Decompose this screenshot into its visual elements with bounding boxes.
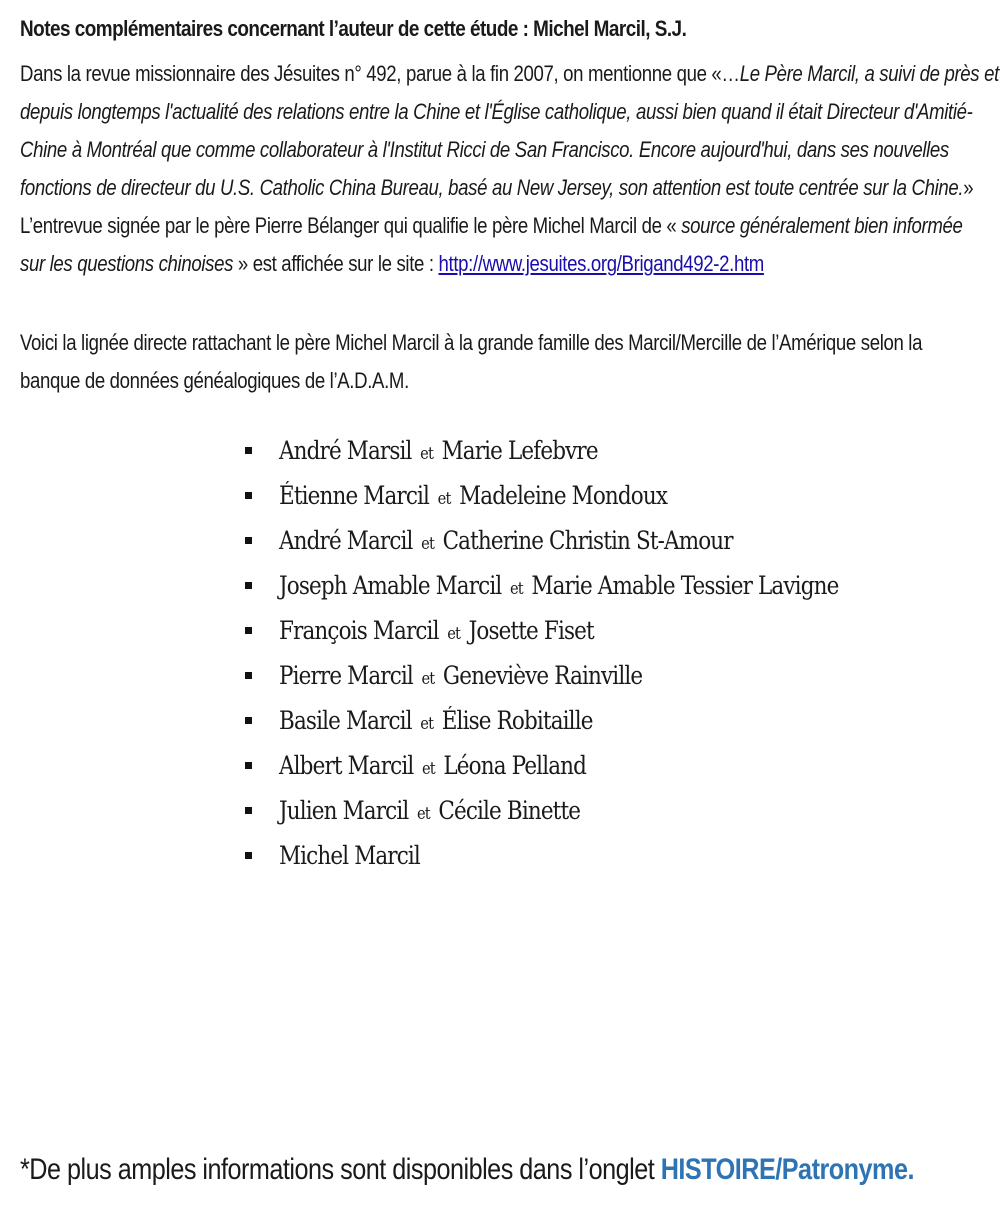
husband-name: André Marsil <box>279 436 412 465</box>
couple-names <box>279 481 667 510</box>
bullet-icon <box>245 807 252 814</box>
separator-text: et <box>437 489 451 509</box>
source-link[interactable]: http://www.jesuites.org/Brigand492-2.htm <box>438 251 764 276</box>
couple-names <box>279 436 598 465</box>
lineage-item <box>245 653 930 698</box>
separator-text: et <box>421 534 434 554</box>
couple-names <box>279 616 594 645</box>
lineage-item <box>245 743 930 788</box>
intro-text: L’entrevue signée par le père Pierre Bélanger qui qualifie le père Michel Marcil de « <box>20 213 682 238</box>
bullet-icon <box>245 627 252 634</box>
bullet-icon <box>245 582 252 589</box>
wife-name: Catherine Christin St-Amour <box>442 526 733 555</box>
wife-name: Cécile Binette <box>438 796 581 825</box>
wife-name: Geneviève Rainville <box>442 661 643 690</box>
husband-name: Albert Marcil <box>279 751 414 780</box>
lineage-item <box>245 788 930 833</box>
couple-names <box>279 706 593 735</box>
intro-line-2 <box>20 93 973 131</box>
husband-name: Basile Marcil <box>279 706 412 735</box>
quote-text: depuis longtemps l'actualité des relations entre la Chine et l'Église catholique, aussi bien quand il était Directeur d'Amitié- <box>20 99 973 124</box>
couple-names <box>279 661 642 690</box>
quote-text: Chine à Montréal que comme collaborateur à l'Institut Ricci de San Francisco. Encore aujourd'hui, dans ses nouvelles <box>20 137 949 162</box>
wife-name: Madeleine Mondoux <box>459 481 668 510</box>
quote-text: source généralement bien informée <box>681 213 963 238</box>
quote-text: Le Père Marcil, a suivi de près et <box>739 61 999 86</box>
husband-name: François Marcil <box>279 616 439 645</box>
intro-line-4 <box>20 169 974 207</box>
lineage-item <box>245 608 930 653</box>
husband-name: Michel Marcil <box>279 841 420 870</box>
bullet-icon <box>245 762 252 769</box>
lineage-item <box>245 698 930 743</box>
histoire-tab-link[interactable]: HISTOIRE/Patronyme. <box>660 1153 914 1186</box>
couple-names <box>279 841 420 870</box>
couple-names <box>279 751 586 780</box>
intro-paragraph <box>20 55 999 283</box>
lineage-item <box>245 473 930 518</box>
separator-text: et <box>416 804 430 824</box>
bullet-icon <box>245 852 252 859</box>
husband-name: Julien Marcil <box>279 796 409 825</box>
husband-name: André Marcil <box>279 526 413 555</box>
husband-name: Étienne Marcil <box>279 481 430 510</box>
bullet-icon <box>245 537 252 544</box>
lineage-intro-line-2: banque de données généalogiques de l’A.D.A.M. <box>20 368 409 393</box>
lineage-item <box>245 833 930 878</box>
footer-text: *De plus amples informations sont disponibles dans l’onglet <box>20 1153 661 1186</box>
wife-name: Élise Robitaille <box>441 706 593 735</box>
page-title: Notes complémentaires concernant l’auteur de cette étude : Michel Marcil, S.J. <box>20 16 687 41</box>
wife-name: Marie Lefebvre <box>441 436 598 465</box>
intro-text: » est affichée sur le site : <box>233 251 439 276</box>
lineage-item <box>245 518 930 563</box>
lineage-list <box>245 428 930 878</box>
intro-text: Dans la revue missionnaire des Jésuites n° 492, parue à la fin 2007, on mentionne que «… <box>20 61 740 86</box>
wife-name: Josette Fiset <box>468 616 594 645</box>
intro-line-3 <box>20 131 966 169</box>
lineage-item <box>245 563 930 608</box>
lineage-intro-line-1: Voici la lignée directe rattachant le père Michel Marcil à la grande famille des Marcil/Mercille de l’Amérique selon la <box>20 330 923 355</box>
lineage-item <box>245 428 930 473</box>
footer-note <box>20 1153 914 1187</box>
bullet-icon <box>245 717 252 724</box>
separator-text: et <box>510 579 523 599</box>
husband-name: Pierre Marcil <box>279 661 413 690</box>
separator-text: et <box>420 714 434 734</box>
lineage-intro-paragraph <box>20 324 966 400</box>
intro-line-5 <box>20 207 966 245</box>
wife-name: Léona Pelland <box>443 751 587 780</box>
intro-line-1 <box>20 55 999 93</box>
separator-text: et <box>421 669 435 689</box>
couple-names <box>279 796 580 825</box>
separator-text: et <box>447 624 461 644</box>
wife-name: Marie Amable Tessier Lavigne <box>531 571 839 600</box>
quote-text: sur les questions chinoises <box>20 251 234 276</box>
separator-text: et <box>420 444 433 464</box>
bullet-icon <box>245 447 252 454</box>
quote-text: fonctions de directeur du U.S. Catholic China Bureau, basé au New Jersey, son attention est toute centrée sur la Chine. <box>20 175 964 200</box>
bullet-icon <box>245 492 252 499</box>
intro-line-6 <box>20 245 966 283</box>
couple-names <box>279 526 733 555</box>
separator-text: et <box>421 759 435 779</box>
quote-close: » <box>963 175 974 200</box>
husband-name: Joseph Amable Marcil <box>279 571 502 600</box>
bullet-icon <box>245 672 252 679</box>
couple-names <box>279 571 838 600</box>
